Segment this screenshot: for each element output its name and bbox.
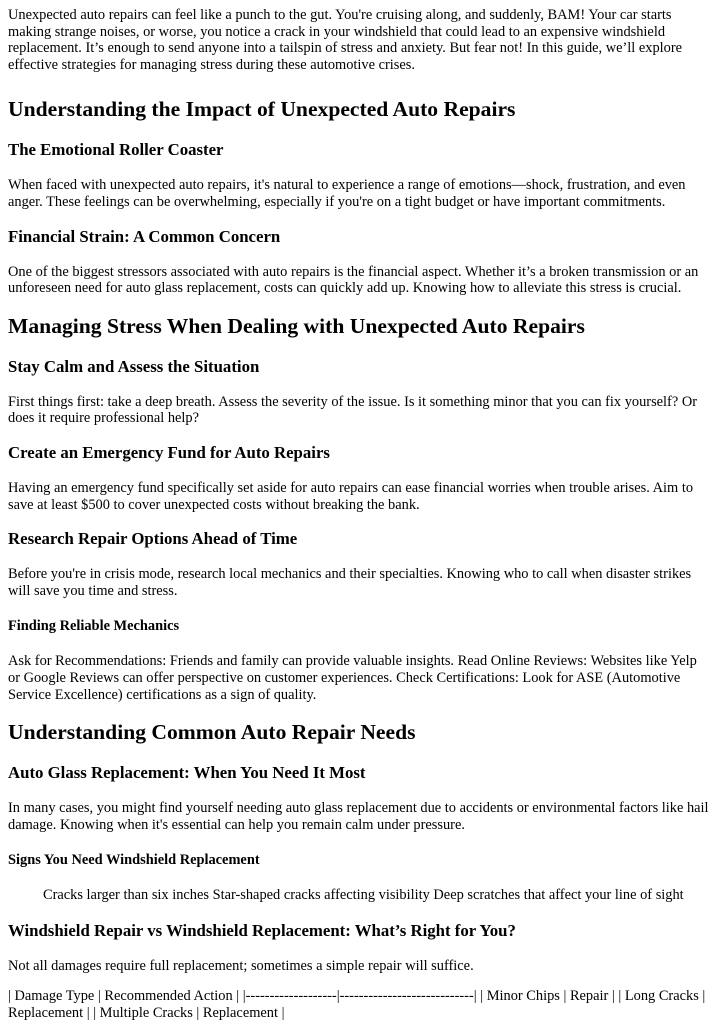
stay-calm-paragraph: First things first: take a deep breath. Assess the severity of the issue. Is it something minor that you can fix yourself? Or does it require professional help? bbox=[8, 393, 698, 427]
heading-stay-calm: Stay Calm and Assess the Situation bbox=[8, 356, 260, 376]
signs-list: Cracks larger than six inches Star-shaped cracks affecting visibility Deep scratches that affect your line of sight bbox=[43, 887, 684, 904]
heading-managing: Managing Stress When Dealing with Unexpected Auto Repairs bbox=[8, 313, 585, 338]
research-paragraph: Before you're in crisis mode, research local mechanics and their specialties. Knowing who to call when disaster strikes will save you time and stress. bbox=[8, 566, 692, 599]
heading-common-needs: Understanding Common Auto Repair Needs bbox=[8, 720, 416, 745]
damage-table-text: | Damage Type | Recommended Action | |-------------------|----------------------------| | Minor Chips | Repair | | Long Cracks | Replacement | | Multiple Cracks | Replacement | bbox=[8, 988, 706, 1022]
intro-paragraph: Unexpected auto repairs can feel like a punch to the gut. You're cruising along, and suddenly, BAM! Your car starts making strange noises, or worse, you notice a crack in your windshield that could lead to an expensive windshield replacement. It’s enough to send anyone into a tailspin of stress and anxiety. But fear not! In this guide, we’ll explore effective strategies for managing stress during these automotive crises. bbox=[8, 7, 683, 73]
heading-impact: Understanding the Impact of Unexpected Auto Repairs bbox=[8, 97, 516, 122]
heading-repair-vs-replacement: Windshield Repair vs Windshield Replacement: What’s Right for You? bbox=[8, 920, 516, 940]
mechanics-paragraph: Ask for Recommendations: Friends and family can provide valuable insights. Read Online Reviews: Websites like Yelp or Google Reviews can offer perspective on customer experiences. Check Certifications: Look for ASE (Automotive Service Excellence) certifications as a sign of quality. bbox=[8, 653, 697, 703]
heading-research: Research Repair Options Ahead of Time bbox=[8, 529, 298, 549]
emergency-fund-paragraph: Having an emergency fund specifically set aside for auto repairs can ease financial worries when trouble arises. Aim to save at least $500 to cover unexpected costs without breaking the bank. bbox=[8, 479, 694, 513]
heading-financial: Financial Strain: A Common Concern bbox=[8, 226, 281, 246]
heading-emergency-fund: Create an Emergency Fund for Auto Repairs bbox=[8, 442, 330, 462]
repair-vs-paragraph: Not all damages require full replacement; sometimes a simple repair will suffice. bbox=[8, 957, 474, 974]
heading-signs: Signs You Need Windshield Replacement bbox=[8, 852, 260, 869]
article bbox=[0, 7, 720, 1022]
heading-auto-glass: Auto Glass Replacement: When You Need It Most bbox=[8, 763, 366, 783]
heading-mechanics: Finding Reliable Mechanics bbox=[8, 618, 180, 635]
heading-emotional: The Emotional Roller Coaster bbox=[8, 140, 224, 160]
financial-paragraph: One of the biggest stressors associated with auto repairs is the financial aspect. Whether it’s a broken transmission or an unforeseen need for auto glass replacement, costs can quickly add up. Knowing how to alleviate this stress is crucial. bbox=[8, 263, 699, 297]
auto-glass-paragraph: In many cases, you might find yourself needing auto glass replacement due to accidents or environmental factors like hail damage. Knowing when it's essential can help you remain calm under pressure. bbox=[8, 800, 709, 833]
emotional-paragraph: When faced with unexpected auto repairs, it's natural to experience a range of emotions—shock, frustration, and even anger. These feelings can be overwhelming, especially if you're on a tight budget or have important commitments. bbox=[8, 177, 686, 210]
